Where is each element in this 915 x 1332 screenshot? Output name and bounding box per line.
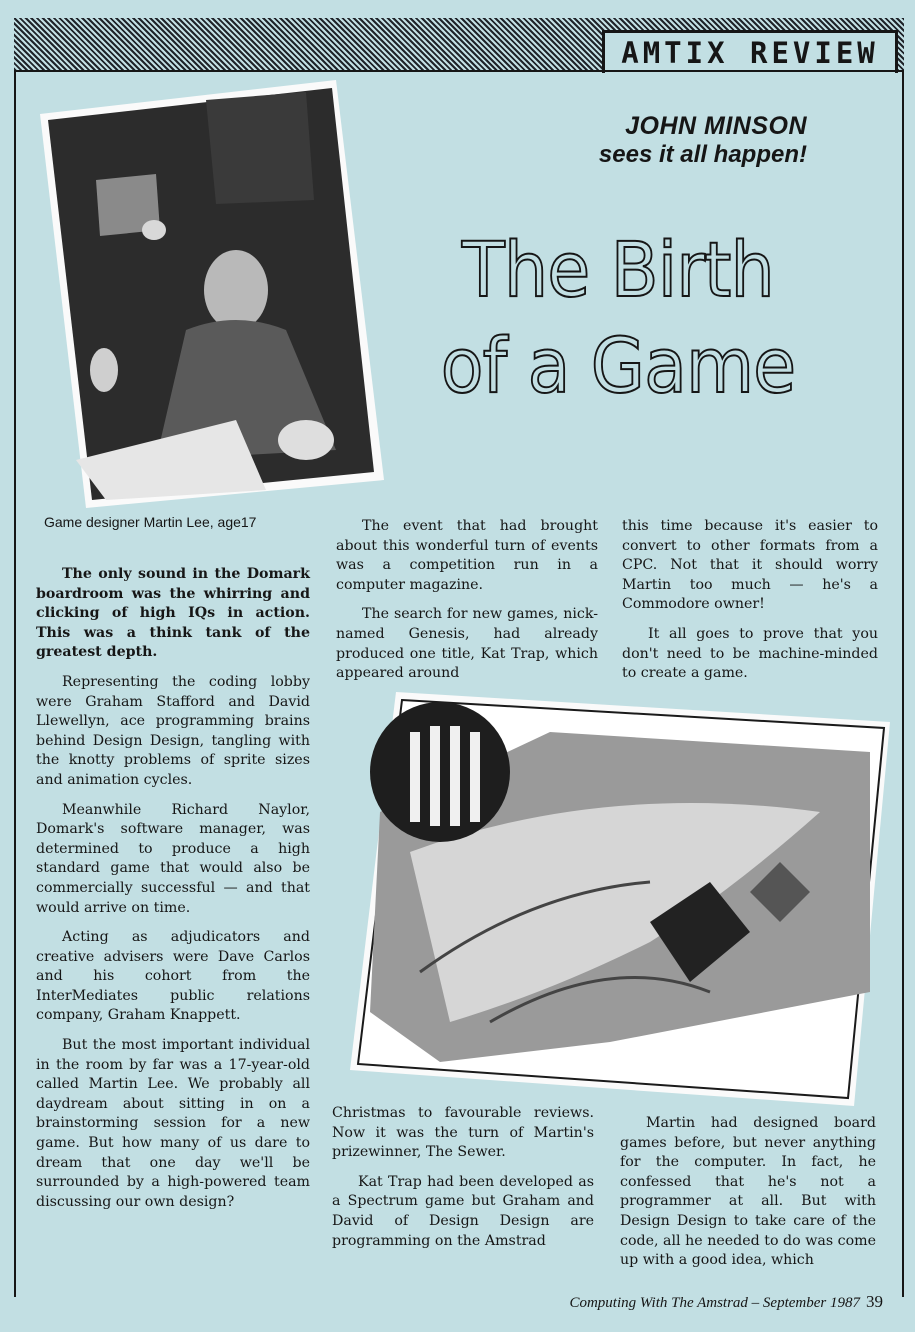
- page-number: 39: [866, 1292, 883, 1311]
- headline-line-2: of a Game: [440, 321, 796, 410]
- page-footer: [569, 1292, 883, 1312]
- footer-publication: Computing With The Amstrad – September 1987: [569, 1295, 860, 1311]
- section-label-box: [602, 30, 898, 73]
- paragraph: Meanwhile Richard Naylor, Domark's software manager, was determined to produce a high standard game that would also be commercially successful — and that would arrive on time.: [36, 801, 310, 916]
- photo-caption: Game designer Martin Lee, age17: [44, 514, 257, 530]
- article-column-2-top: [336, 517, 598, 694]
- byline: [599, 112, 807, 169]
- byline-tagline: sees it all happen!: [598, 141, 807, 168]
- article-column-1: [36, 565, 310, 1222]
- paragraph: this time because it's easier to convert to other formats from a CPC. Not that it should worry Martin too much — he's a Commodore owner!: [622, 518, 878, 613]
- section-label: AMTIX REVIEW: [621, 36, 879, 70]
- paragraph: It all goes to prove that you don't need to be machine-minded to create a game.: [622, 625, 878, 682]
- game-screenshot: [350, 692, 890, 1106]
- lead-paragraph: The only sound in the Domark boardroom was the whirring and clicking of high IQs in action. This was a think tank of the greatest depth.: [36, 566, 310, 661]
- article-column-3-top: [622, 517, 878, 694]
- article-column-2-bottom: [332, 1104, 594, 1261]
- paragraph: The search for new games, nick-named Genesis, had already produced one title, Kat Trap, which appeared around: [336, 606, 598, 682]
- designer-photo: [36, 80, 384, 508]
- paragraph: The event that had brought about this wonderful turn of events was a competition run in a computer magazine.: [336, 518, 598, 593]
- paragraph: But the most important individual in the room by far was a 17-year-old called Martin Lee. We probably all daydream about sitting in on a brainstorming session for a new game. But how many of us dare to dream that one day we'll be surrounded by a high-powered team discussing our own design?: [36, 1037, 310, 1210]
- byline-author: JOHN MINSON: [625, 112, 807, 140]
- paragraph: Martin had designed board games before, but never anything for the computer. In fact, he confessed that he's not a programmer at all. But with Design Design to take care of the code, all he needed to do was come up with a good idea, which: [620, 1115, 876, 1269]
- paragraph: Christmas to favourable reviews. Now it was the turn of Martin's prizewinner, The Sewer.: [332, 1105, 594, 1161]
- article-column-3-bottom: [620, 1114, 876, 1281]
- paragraph: Representing the coding lobby were Graham Stafford and David Llewellyn, ace programming brains behind Design Design, tangling with the knotty problems of sprite sizes and animation cycles.: [36, 673, 310, 788]
- paragraph: Acting as adjudicators and creative advisers were Dave Carlos and his cohort from the InterMediates public relations company, Graham Knappett.: [36, 929, 310, 1024]
- paragraph: Kat Trap had been developed as a Spectrum game but Graham and David of Design Design are programming on the Amstrad: [332, 1173, 594, 1249]
- headline-line-1: The Birth: [462, 225, 774, 314]
- headline: [425, 222, 811, 414]
